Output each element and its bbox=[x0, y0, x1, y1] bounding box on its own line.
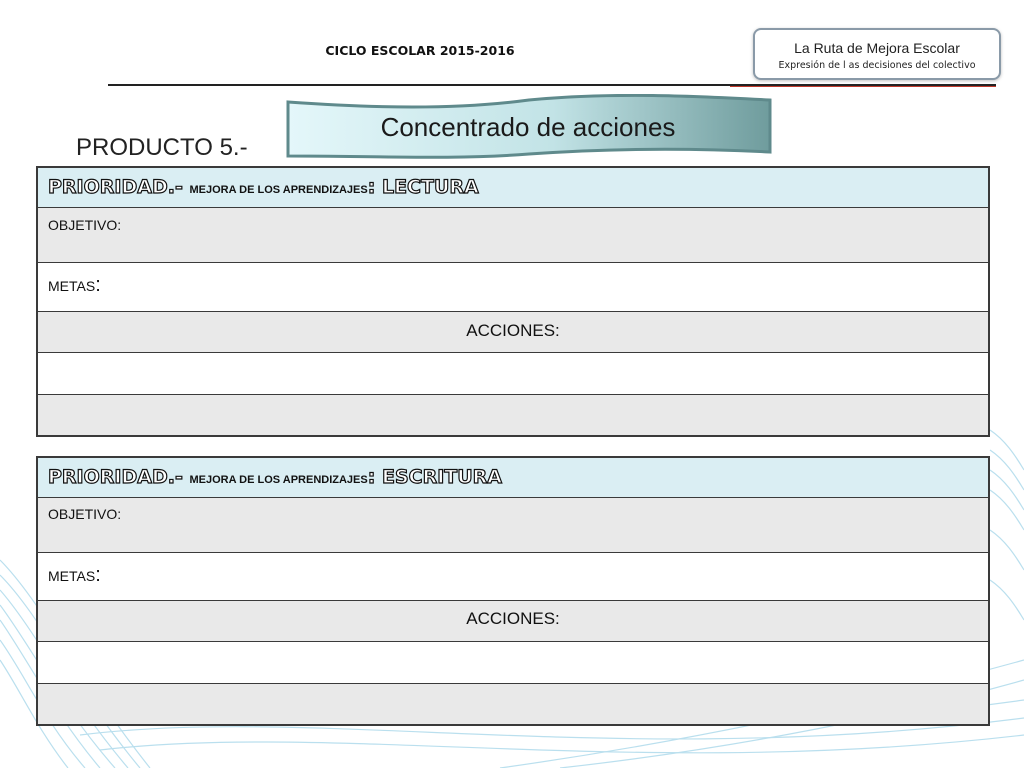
school-cycle-title: CICLO ESCOLAR 2015-2016 bbox=[325, 43, 515, 58]
priority-header-row bbox=[38, 458, 988, 498]
goals-row[interactable] bbox=[38, 553, 988, 601]
priority-colon: : bbox=[367, 176, 376, 198]
action-entry-row[interactable] bbox=[38, 353, 988, 395]
action-entry-row[interactable] bbox=[38, 684, 988, 724]
product-label: PRODUCTO 5.- bbox=[76, 134, 248, 161]
priority-table-reading bbox=[36, 166, 990, 437]
actions-label: ACCIONES: bbox=[466, 321, 560, 340]
objective-label: OBJETIVO: bbox=[48, 506, 122, 522]
objective-row[interactable] bbox=[38, 498, 988, 553]
objective-label: OBJETIVO: bbox=[48, 217, 122, 233]
goals-colon: : bbox=[95, 564, 101, 586]
brand-title: La Ruta de Mejora Escolar bbox=[794, 40, 960, 56]
priority-area: LECTURA bbox=[381, 176, 479, 198]
header-divider-accent bbox=[730, 86, 996, 87]
goals-label: METAS bbox=[48, 568, 96, 584]
priority-area: ESCRITURA bbox=[381, 466, 502, 488]
banner-title: Concentrado de acciones bbox=[380, 112, 676, 142]
priority-heading bbox=[48, 466, 502, 488]
goals-colon: : bbox=[95, 274, 101, 296]
priority-table-writing bbox=[36, 456, 990, 726]
goals-row[interactable] bbox=[38, 263, 988, 312]
action-entry-row[interactable] bbox=[38, 642, 988, 684]
brand-subtitle: Expresión de l as decisiones del colectivo bbox=[778, 60, 976, 71]
goals-label: METAS bbox=[48, 278, 96, 294]
actions-label: ACCIONES: bbox=[466, 609, 560, 628]
priority-heading bbox=[48, 176, 479, 198]
priority-label: PRIORIDAD.- bbox=[48, 176, 183, 198]
priority-header-row bbox=[38, 168, 988, 208]
priority-label: PRIORIDAD.- bbox=[48, 466, 183, 488]
priority-colon: : bbox=[367, 466, 376, 488]
action-entry-row[interactable] bbox=[38, 395, 988, 435]
actions-header-row bbox=[38, 312, 988, 353]
priority-topic: MEJORA DE LOS APRENDIZAJES bbox=[189, 184, 368, 196]
goals-label-wrap bbox=[48, 274, 101, 296]
brand-box bbox=[753, 28, 1001, 80]
objective-row[interactable] bbox=[38, 208, 988, 263]
goals-label-wrap bbox=[48, 564, 101, 586]
actions-header-row bbox=[38, 601, 988, 642]
priority-topic: MEJORA DE LOS APRENDIZAJES bbox=[189, 474, 368, 486]
